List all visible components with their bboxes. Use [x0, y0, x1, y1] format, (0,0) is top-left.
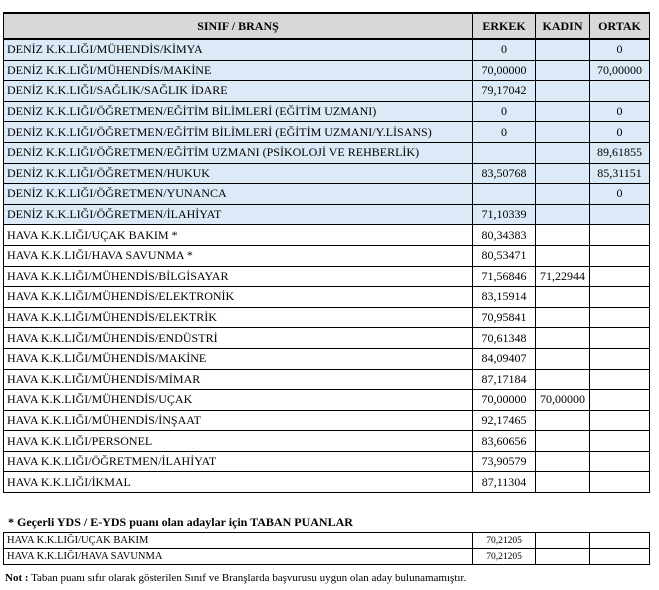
cell-branch: DENİZ K.K.LIĞI/ÖĞRETMEN/EĞİTİM UZMANI (PSİKOLOJİ VE REHBERLİK) [4, 142, 473, 163]
cell-kadin [536, 122, 590, 143]
cell-ortak [590, 451, 650, 472]
header-erkek: ERKEK [473, 13, 536, 39]
note [5, 572, 466, 584]
cell-erkek: 73,90579 [473, 451, 536, 472]
table-row [4, 369, 650, 390]
cell-kadin [536, 348, 590, 369]
cell-kadin [536, 307, 590, 328]
cell-ortak [590, 307, 650, 328]
cell-branch: HAVA K.K.LIĞI/HAVA SAVUNMA * [4, 245, 473, 266]
table-row [4, 287, 650, 308]
cell-erkek: 70,00000 [473, 60, 536, 81]
table-row [4, 163, 650, 184]
table-row [4, 431, 650, 452]
cell-kadin [536, 39, 590, 60]
table-row [4, 307, 650, 328]
cell-kadin [536, 410, 590, 431]
table-row [4, 101, 650, 122]
table-row [4, 184, 650, 205]
table-row [4, 142, 650, 163]
cell-branch: DENİZ K.K.LIĞI/ÖĞRETMEN/İLAHİYAT [4, 204, 473, 225]
cell-branch: HAVA K.K.LIĞI/MÜHENDİS/ENDÜSTRİ [4, 328, 473, 349]
cell-kadin [536, 225, 590, 246]
cell-erkek: 70,00000 [473, 390, 536, 411]
cell-erkek: 70,21205 [473, 549, 536, 565]
scores-table [3, 12, 650, 493]
cell-ortak [590, 390, 650, 411]
cell-ortak [590, 472, 650, 493]
cell-branch: DENİZ K.K.LIĞI/ÖĞRETMEN/HUKUK [4, 163, 473, 184]
cell-branch: HAVA K.K.LIĞI/MÜHENDİS/MİMAR [4, 369, 473, 390]
cell-branch: DENİZ K.K.LIĞI/ÖĞRETMEN/EĞİTİM BİLİMLERİ (EĞİTİM UZMANI/Y.LİSANS) [4, 122, 473, 143]
cell-erkek: 87,17184 [473, 369, 536, 390]
header-ortak: ORTAK [590, 13, 650, 39]
table-row [4, 390, 650, 411]
cell-branch: HAVA K.K.LIĞI/İKMAL [4, 472, 473, 493]
cell-kadin [536, 549, 590, 565]
cell-branch: DENİZ K.K.LIĞI/ÖĞRETMEN/YUNANCA [4, 184, 473, 205]
table-row [4, 328, 650, 349]
cell-branch: HAVA K.K.LIĞI/MÜHENDİS/BİLGİSAYAR [4, 266, 473, 287]
cell-erkek: 0 [473, 101, 536, 122]
table-row [4, 549, 650, 565]
cell-kadin [536, 60, 590, 81]
cell-ortak [590, 266, 650, 287]
table-row [4, 348, 650, 369]
cell-branch: HAVA K.K.LIĞI/ÖĞRETMEN/İLAHİYAT [4, 451, 473, 472]
cell-erkek: 71,56846 [473, 266, 536, 287]
cell-ortak [590, 225, 650, 246]
cell-ortak [590, 287, 650, 308]
header-kadin: KADIN [536, 13, 590, 39]
table-row [4, 204, 650, 225]
cell-kadin [536, 204, 590, 225]
cell-branch: HAVA K.K.LIĞI/MÜHENDİS/MAKİNE [4, 348, 473, 369]
cell-erkek: 84,09407 [473, 348, 536, 369]
cell-erkek: 87,11304 [473, 472, 536, 493]
cell-ortak [590, 348, 650, 369]
cell-erkek: 0 [473, 122, 536, 143]
cell-branch: DENİZ K.K.LIĞI/SAĞLIK/SAĞLIK İDARE [4, 81, 473, 102]
table-row [4, 60, 650, 81]
cell-erkek: 92,17465 [473, 410, 536, 431]
cell-kadin: 71,22944 [536, 266, 590, 287]
header-branch: SINIF / BRANŞ [4, 13, 473, 39]
cell-erkek: 80,34383 [473, 225, 536, 246]
cell-kadin [536, 101, 590, 122]
scores-body [4, 39, 650, 493]
cell-erkek: 79,17042 [473, 81, 536, 102]
cell-ortak [590, 81, 650, 102]
header-row [4, 13, 650, 39]
cell-ortak [590, 245, 650, 266]
cell-erkek: 70,61348 [473, 328, 536, 349]
cell-branch: DENİZ K.K.LIĞI/MÜHENDİS/KİMYA [4, 39, 473, 60]
cell-branch: HAVA K.K.LIĞI/UÇAK BAKIM [4, 533, 473, 549]
cell-erkek: 83,50768 [473, 163, 536, 184]
cell-ortak [590, 533, 650, 549]
cell-kadin [536, 163, 590, 184]
cell-kadin [536, 81, 590, 102]
cell-kadin [536, 533, 590, 549]
cell-erkek [473, 142, 536, 163]
footnote-body [4, 533, 650, 565]
footnote-table [3, 532, 650, 565]
cell-kadin [536, 245, 590, 266]
table-row [4, 451, 650, 472]
cell-branch: HAVA K.K.LIĞI/PERSONEL [4, 431, 473, 452]
table-row [4, 245, 650, 266]
cell-branch: DENİZ K.K.LIĞI/ÖĞRETMEN/EĞİTİM BİLİMLERİ (EĞİTİM UZMANI) [4, 101, 473, 122]
table-row [4, 472, 650, 493]
cell-kadin [536, 184, 590, 205]
cell-ortak [590, 328, 650, 349]
cell-erkek: 71,10339 [473, 204, 536, 225]
footnote-title: * Geçerli YDS / E-YDS puanı olan adaylar için TABAN PUANLAR [8, 515, 353, 529]
cell-ortak [590, 410, 650, 431]
table-row [4, 122, 650, 143]
cell-ortak [590, 549, 650, 565]
cell-kadin [536, 142, 590, 163]
cell-ortak: 0 [590, 101, 650, 122]
cell-branch: HAVA K.K.LIĞI/UÇAK BAKIM * [4, 225, 473, 246]
cell-ortak: 85,31151 [590, 163, 650, 184]
cell-erkek: 80,53471 [473, 245, 536, 266]
cell-kadin [536, 328, 590, 349]
table-row [4, 225, 650, 246]
cell-kadin [536, 369, 590, 390]
cell-ortak [590, 369, 650, 390]
cell-kadin [536, 287, 590, 308]
cell-ortak: 0 [590, 122, 650, 143]
table-row [4, 410, 650, 431]
cell-branch: DENİZ K.K.LIĞI/MÜHENDİS/MAKİNE [4, 60, 473, 81]
cell-erkek: 83,15914 [473, 287, 536, 308]
table-row [4, 81, 650, 102]
cell-erkek: 70,21205 [473, 533, 536, 549]
cell-branch: HAVA K.K.LIĞI/MÜHENDİS/İNŞAAT [4, 410, 473, 431]
cell-branch: HAVA K.K.LIĞI/HAVA SAVUNMA [4, 549, 473, 565]
cell-ortak: 0 [590, 184, 650, 205]
cell-kadin [536, 451, 590, 472]
cell-erkek: 83,60656 [473, 431, 536, 452]
cell-kadin: 70,00000 [536, 390, 590, 411]
cell-branch: HAVA K.K.LIĞI/MÜHENDİS/UÇAK [4, 390, 473, 411]
table-row [4, 39, 650, 60]
cell-erkek: 70,95841 [473, 307, 536, 328]
cell-erkek [473, 184, 536, 205]
cell-ortak [590, 204, 650, 225]
cell-ortak [590, 431, 650, 452]
cell-ortak: 89,61855 [590, 142, 650, 163]
cell-kadin [536, 431, 590, 452]
cell-ortak: 70,00000 [590, 60, 650, 81]
cell-kadin [536, 472, 590, 493]
cell-branch: HAVA K.K.LIĞI/MÜHENDİS/ELEKTRİK [4, 307, 473, 328]
table-row [4, 266, 650, 287]
note-label: Not : [5, 572, 29, 584]
cell-erkek: 0 [473, 39, 536, 60]
note-text: Taban puanı sıfır olarak gösterilen Sınıf ve Branşlarda başvurusu uygun olan aday bulunamamıştır. [28, 572, 467, 584]
table-row [4, 533, 650, 549]
cell-branch: HAVA K.K.LIĞI/MÜHENDİS/ELEKTRONİK [4, 287, 473, 308]
cell-ortak: 0 [590, 39, 650, 60]
